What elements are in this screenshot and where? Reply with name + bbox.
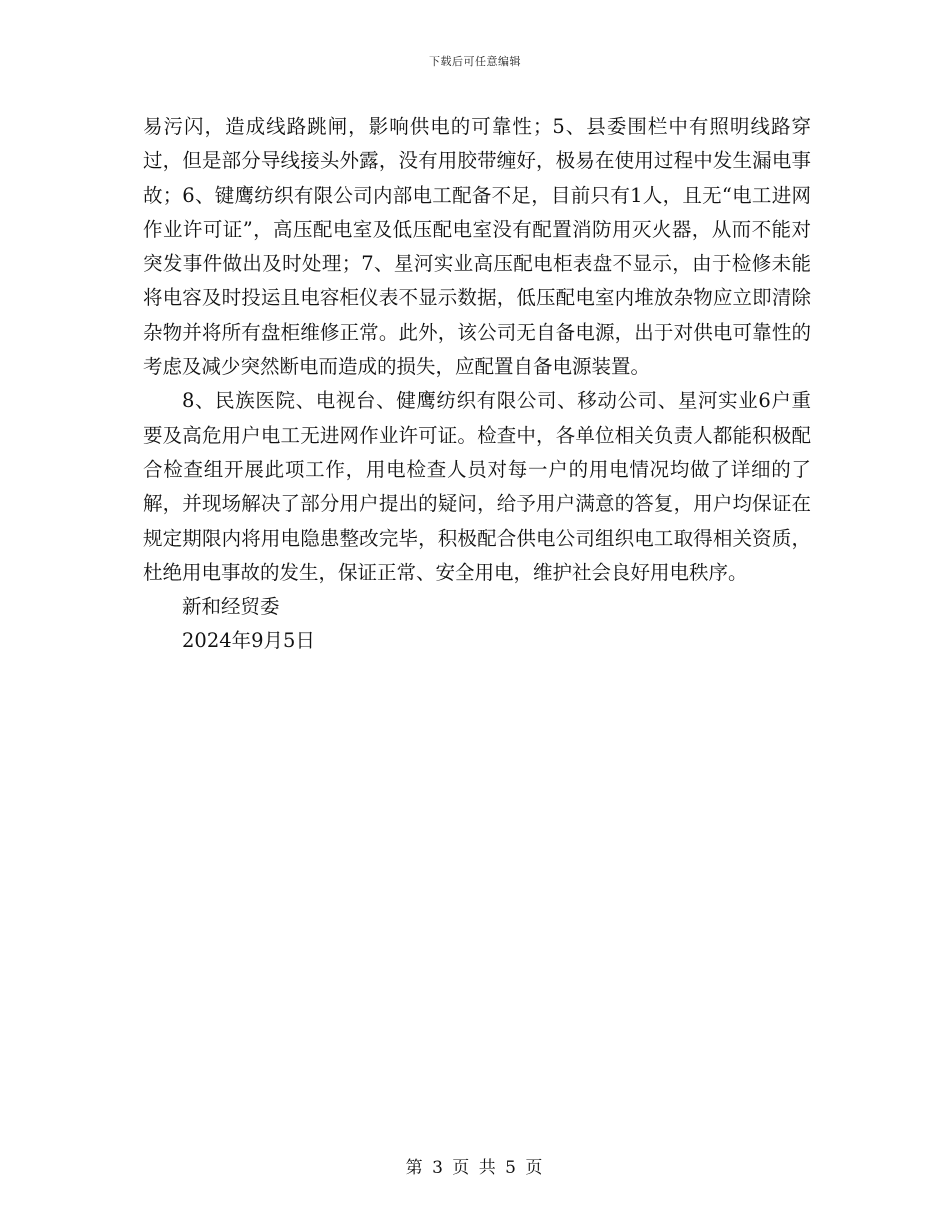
signature-date: 2024年9月5日 — [182, 629, 315, 653]
paragraph-item-8: 8、民族医院、电视台、健鹰纺织有限公司、移动公司、星河实业6户重要及高危用户电工无进网作业许可证。检查中，各单位相关负责人都能积极配合检查组开展此项工作，用电检查人员对每一户的用电情况均做了详细的了解，并现场解决了部分用户提出的疑问，给予用户满意的答复，用户均保证在规定期限内将用电隐患整改完毕，积极配合供电公司组织电工取得相关资质，杜绝用电事故的发生，保证正常、安全用电，维护社会良好用电秩序。 — [143, 389, 811, 584]
page-number: 第 3 页 共 5 页 — [405, 1158, 545, 1178]
signature-organization: 新和经贸委 — [182, 595, 280, 619]
paragraph-continuation: 易污闪，造成线路跳闸，影响供电的可靠性；5、县委围栏中有照明线路穿过，但是部分导线接头外露，没有用胶带缠好，极易在使用过程中发生漏电事故；6、键鹰纺织有限公司内部电工配备不足，目前只有1人，且无“电工进网作业许可证”，高压配电室及低压配电室没有配置消防用灭火器，从而不能对突发事件做出及时处理；7、星河实业高压配电柜表盘不显示，由于检修未能将电容及时投运且电容柜仪表不显示数据，低压配电室内堆放杂物应立即清除杂物并将所有盘柜维修正常。此外，该公司无自备电源，出于对供电可靠性的考虑及减少突然断电而造成的损失，应配置自备电源装置。 — [143, 115, 811, 379]
document-body — [143, 110, 811, 659]
page-header: 下载后可任意编辑 — [429, 55, 521, 68]
